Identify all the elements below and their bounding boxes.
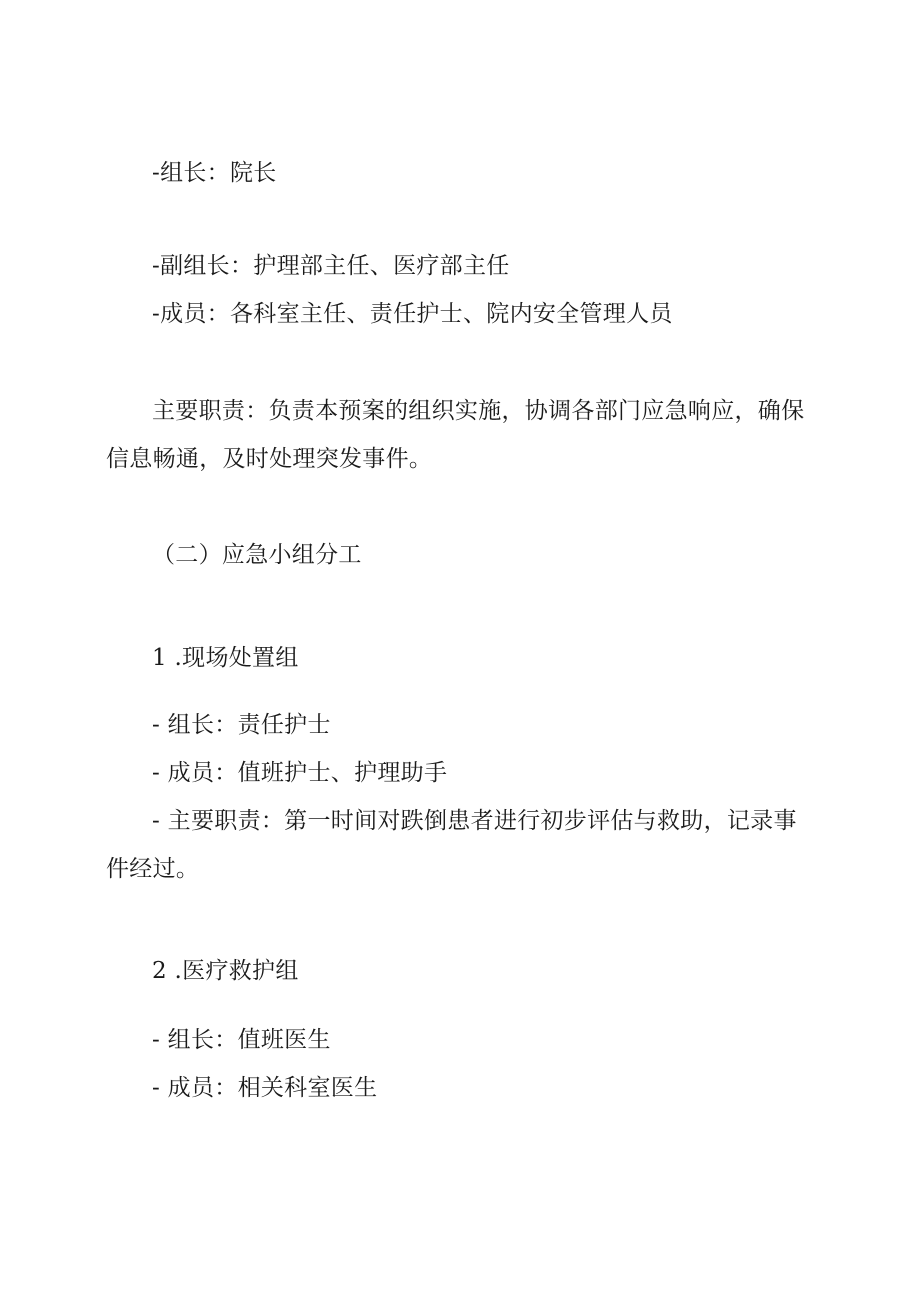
group-1-members: - 成员：值班护士、护理助手: [152, 760, 448, 786]
group-2-leader: - 组长：值班医生: [152, 1027, 331, 1053]
group-1-duty-line-1: - 主要职责：第一时间对跌倒患者进行初步评估与救助，记录事: [152, 808, 797, 834]
group-1-leader: - 组长：责任护士: [152, 712, 331, 738]
section-heading: （二）应急小组分工: [152, 542, 362, 568]
group-leader-line: -组长：院长: [152, 160, 277, 186]
group-1-duty-line-2: 件经过。: [106, 856, 200, 882]
group-1-title: 1 .现场处置组: [152, 645, 299, 671]
main-duty-line-1: 主要职责：负责本预案的组织实施，协调各部门应急响应，确保: [152, 398, 805, 424]
group-2-title: 2 .医疗救护组: [152, 958, 299, 984]
main-duty-line-2: 信息畅通，及时处理突发事件。: [106, 446, 433, 472]
group-2-members: - 成员：相关科室医生: [152, 1075, 378, 1101]
deputy-leader-line: -副组长：护理部主任、医疗部主任: [152, 253, 510, 279]
members-line: -成员：各科室主任、责任护士、院内安全管理人员: [152, 301, 673, 327]
